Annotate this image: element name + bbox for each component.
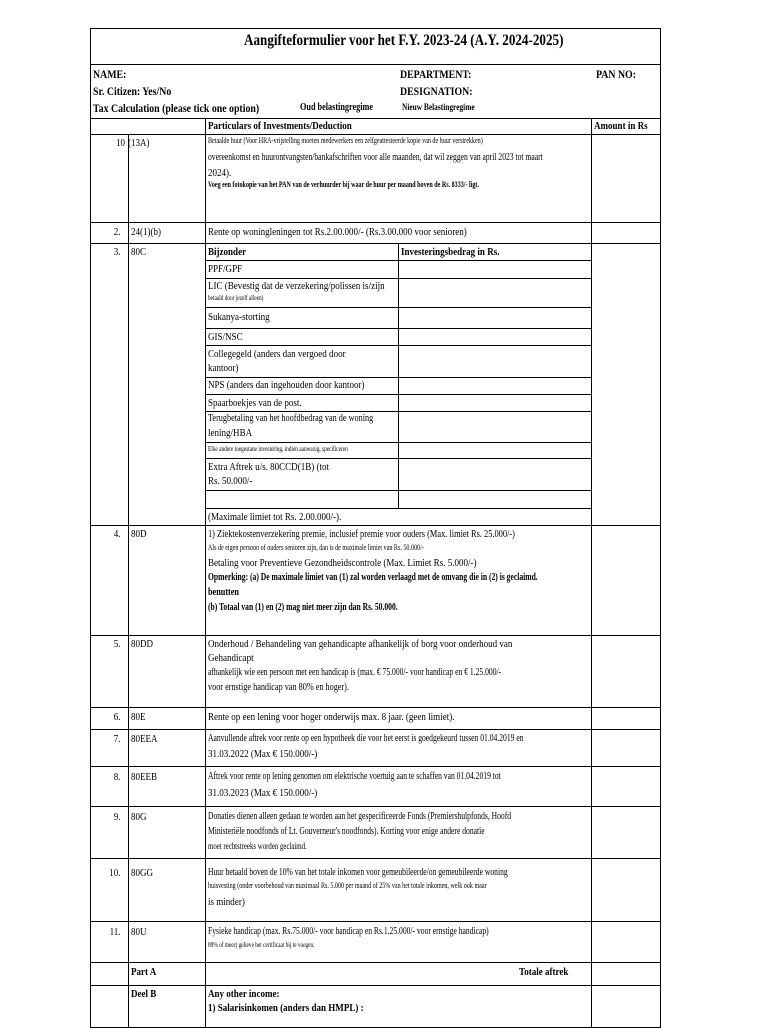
item-80ccd: Extra Aftrek u/s. 80CCD(1B) (tot [208,461,330,473]
rule [90,635,661,636]
section-code: 80EEB [131,771,158,783]
rule [90,729,661,730]
section-code: 80DD [131,638,154,650]
row-text: Huur betaald boven de 10% van het totale inkomen voor gemeubileerde/on gemeubileerde woning [208,867,508,878]
row-text: 80% of meer) gelieve het certificaat bij te voegen. [208,941,315,949]
item-home-loan: Terugbetaling van het hoofdbedrag van de woning [208,413,374,424]
row-text: Voeg een fotokopie van het PAN van de verhuurder bij waar de huur per maand boven de Rs. 8333/- ligt. [208,180,479,189]
row-text: Donaties dienen alleen gedaan te worden aan het gespecificeerde Fonds (Premiershulpfonds, Hoofd [208,811,512,822]
item-80ccd-cont: Rs. 50.000/- [208,475,253,487]
rule [90,962,661,963]
row-text: Aftrek voor rente op lening genomen om elektrische voertuig aan te schaffen van 01.04.2019 tot [208,771,501,782]
row-number: 10. [109,867,121,879]
item-home-loan-cont: lening/HBA [208,427,253,439]
rule [205,508,591,509]
item-gis-nsc: GIS/NSC [208,331,243,343]
salary-income-label: 1) Salarisinkomen (anders dan HMPL) : [208,1002,364,1014]
row-text: Ministeriële noodfonds of Lt. Gouverneur's noodfonds). Korting voor enige andere donatie [208,826,485,837]
row-text: Als de eigen persoon of ouders senioren zijn, dan is de maximale limiet van Rs. 50.000/- [208,543,424,552]
rule [90,806,661,807]
row-text: afhankelijk wie een persoon met een handicap is (max. € 75.000/- voor handicap en € 1.25.000/- [208,667,502,678]
row-text: overeenkomst en huurontvangsten/bankafschriften voor alle maanden, dat wil zeggen van april 2023 tot maart [208,152,543,163]
tax-calc-label: Tax Calculation (please tick one option) [93,101,260,115]
rule [90,118,661,119]
row-text: (b) Totaal van (1) en (2) mag niet meer zijn dan Rs. 50.000. [208,602,398,613]
pan-label: PAN NO: [596,67,637,81]
row-text: Gehandicapt [208,652,254,664]
row-text: Opmerking: (a) De maximale limiet van (1) zal worden verlaagd met de omvang die in (2) is geclaimd. [208,572,538,583]
section-code: 24(1)(b) [131,226,162,238]
item-lic: LIC (Bevestig dat de verzekering/polissen is/zijn [208,280,385,292]
old-regime-option[interactable]: Oud belastingregime [300,102,373,113]
section-code: (13A) [128,137,150,149]
row-text: voor ernstige handicap van 80% en hoger). [208,682,349,693]
row-text: 2024). [208,167,232,179]
row-number: 3. [113,246,121,258]
row-text: Onderhoud / Behandeling van gehandicapte afhankelijk of borg voor onderhoud van [208,638,513,650]
rule [90,64,661,65]
rule [90,525,661,526]
other-income-label: Any other income: [208,988,280,1000]
row-text: benutten [208,587,239,598]
rule [90,985,661,986]
row-number: 11. [109,926,121,938]
rule [90,707,661,708]
rule [591,118,592,1028]
row-number: 6. [113,711,121,723]
designation-label: DESIGNATION: [400,84,473,98]
section-code: 80GG [131,867,154,879]
row-text: is minder) [208,896,245,908]
section-code: 80U [131,926,147,938]
row-text: Betaling voor Preventieve Gezondheidscontrole (Max. Limiet Rs. 5.000/-) [208,557,477,569]
item-sukanya: Sukanya-storting [208,311,270,323]
row-text: Rente op woningleningen tot Rs.2.00.000/- (Rs.3.00.000 voor senioren) [208,226,467,238]
item-other-investment: Elke andere toegestane investering, indien aanwezig, specificeren [208,445,348,453]
row-text: 31.03.2023 (Max € 150.000/-) [208,787,318,799]
row-number: 5. [113,638,121,650]
new-regime-option[interactable]: Nieuw Belastingregime [402,102,475,112]
total-deduction-label: Totale aftrek [519,966,569,978]
citizen-label: Sr. Citizen: Yes/No [93,84,172,98]
section-code: 80EEA [131,733,158,745]
row-text: Rente op een lening voor hoger onderwijs max. 8 jaar. (geen limiet). [208,711,455,723]
row-text: Aanvullende aftrek voor rente op een hypotheek die voor het eerst is goedgekeurd tussen 01.04.2019 en [208,733,524,744]
amount-header: Amount in Rs [594,120,648,132]
row-number: 4. [113,528,121,540]
part-b-label: Deel B [131,988,157,1000]
item-post-savings: Spaarboekjes van de post. [208,397,302,409]
particulars-header: Particulars of Investments/Deduction [208,120,352,132]
rule [398,243,399,508]
subheader-investment-amount: Investeringsbedrag in Rs. [401,246,500,258]
row-number: 2. [113,226,121,238]
section-code: 80D [131,528,147,540]
rule [205,118,206,1028]
item-lic-note: betaald door jezelf alleen) [208,294,264,302]
rule [90,766,661,767]
rule [90,222,661,223]
subheader-particular: Bijzonder [208,246,247,258]
80c-limit-note: (Maximale limiet tot Rs. 2.00.000/-). [208,511,342,523]
form-title: Aangifteformulier voor het F.Y. 2023-24 (A.Y. 2024-2025) [244,32,564,49]
row-number: 9. [113,811,121,823]
section-code: 80G [131,811,147,823]
part-a-label: Part A [131,966,157,978]
row-text: 31.03.2022 (Max € 150.000/-) [208,748,318,760]
row-number: 7. [113,733,121,745]
row-number: 8. [113,771,121,783]
item-nps: NPS (anders dan ingehouden door kantoor) [208,379,365,391]
department-label: DEPARTMENT: [400,67,472,81]
row-text: moet rechtstreeks worden geclaimd. [208,841,307,851]
rule [90,243,661,244]
item-tuition-cont: kantoor) [208,362,239,374]
rule [90,921,661,922]
section-code: 80E [131,711,146,723]
rule [90,858,661,859]
item-ppf-gpf: PPF/GPF [208,263,243,275]
rule [90,134,661,135]
name-label: NAME: [93,67,127,81]
rule [128,134,129,1028]
section-code: 80C [131,246,147,258]
row-text: huisvesting (onder voorbehoud van maximaal Rs. 5.000 per maand of 25% van het totale inkomen, welk ook maar [208,881,487,890]
row-text: Betaalde huur (Voor HRA-vrijstelling moeten medewerkers een zelfgeattesteerde kopie van de huur verstrekken) [208,136,483,145]
row-text: 1) Ziektekostenverzekering premie, inclusief premie voor ouders (Max. limiet Rs. 25.000/-) [208,528,515,540]
row-text: Fysieke handicap (max. Rs.75.000/- voor handicap en Rs.1.25.000/- voor ernstige handicap) [208,926,489,937]
row-number: 10 [116,137,126,149]
item-tuition: Collegegeld (anders dan vergoed door [208,348,346,360]
